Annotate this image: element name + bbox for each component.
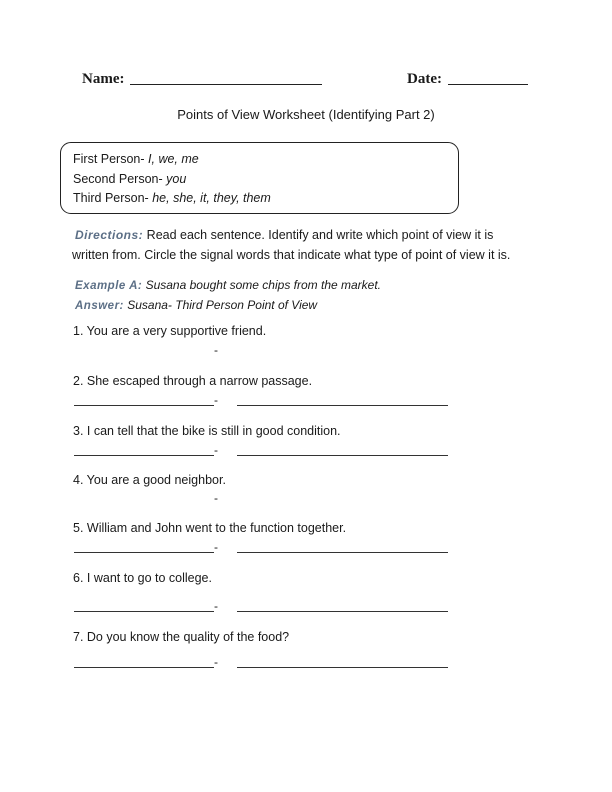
question-3: 3. I can tell that the bike is still in good condition. [73, 424, 341, 438]
answer-blank-signal-words[interactable] [237, 455, 448, 456]
answer-blank-pov[interactable] [74, 455, 214, 456]
answer-blank-signal-words[interactable] [237, 552, 448, 553]
date-blank-line[interactable] [448, 70, 528, 85]
answer-text: Susana- Third Person Point of View [127, 298, 318, 312]
answer-separator: - [214, 343, 218, 357]
date-field[interactable] [407, 70, 528, 88]
answer-separator: - [214, 540, 218, 554]
name-blank-line[interactable] [130, 70, 322, 85]
date-label: Date: [407, 71, 442, 87]
name-label: Name: [82, 71, 125, 87]
second-person-words: you [166, 171, 187, 186]
points-of-view-box [60, 142, 459, 214]
second-person-row [73, 170, 458, 190]
example-text: Susana bought some chips from the market. [145, 278, 382, 292]
answer-blank-pov[interactable] [74, 405, 214, 406]
first-person-words: I, we, me [148, 152, 199, 166]
second-person-label: Second Person- [73, 171, 163, 186]
answer-separator: - [214, 443, 218, 457]
question-7: 7. Do you know the quality of the food? [73, 630, 290, 644]
third-person-words: he, she, it, they, them [152, 191, 271, 205]
answer-separator: - [214, 655, 218, 669]
first-person-label: First Person- [73, 152, 145, 166]
page-title: Points of View Worksheet (Identifying Part 2) [177, 107, 435, 122]
question-6: 6. I want to go to college. [73, 571, 212, 585]
directions-label: Directions: [75, 228, 144, 242]
answer-label: Answer: [75, 300, 124, 312]
answer-separator: - [214, 393, 218, 407]
directions-line-2: written from. Circle the signal words that indicate what type of point of view it is. [72, 247, 511, 262]
answer-blank-pov[interactable] [74, 552, 214, 553]
answer-blank-signal-words[interactable] [237, 405, 448, 406]
answer-separator: - [214, 599, 218, 613]
question-4: 4. You are a good neighbor. [73, 473, 226, 487]
third-person-row [73, 189, 458, 209]
example [75, 276, 381, 316]
directions [72, 226, 555, 265]
first-person-row [73, 150, 458, 170]
name-field[interactable] [82, 70, 322, 88]
answer-blank-pov[interactable] [74, 667, 214, 668]
answer-separator: - [214, 491, 218, 505]
answer-blank-pov[interactable] [74, 611, 214, 612]
question-1: 1. You are a very supportive friend. [73, 324, 267, 338]
answer-blank-signal-words[interactable] [237, 667, 448, 668]
directions-line-1: Read each sentence. Identify and write which point of view it is [146, 228, 494, 242]
example-label: Example A: [75, 280, 143, 292]
third-person-label: Third Person- [73, 191, 149, 205]
answer-blank-signal-words[interactable] [237, 611, 448, 612]
question-2: 2. She escaped through a narrow passage. [73, 374, 313, 388]
question-5: 5. William and John went to the function together. [73, 521, 347, 535]
